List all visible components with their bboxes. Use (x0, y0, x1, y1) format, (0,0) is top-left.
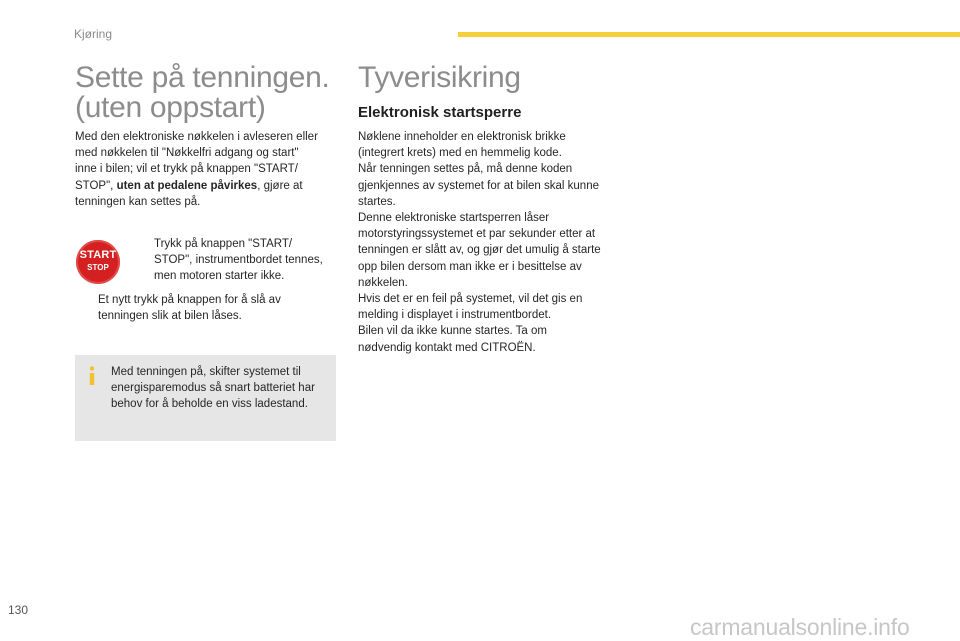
start-stop-button-icon (76, 240, 120, 284)
info-line: Med tenningen på, skifter systemet til (111, 366, 301, 378)
intro-line-4 (75, 178, 343, 194)
stop-label: STOP (87, 263, 109, 272)
body-line: gjenkjennes av systemet for at bilen skal kunne (358, 179, 599, 192)
bullet1-line: STOP", instrumentbordet tennes, (154, 254, 323, 267)
body-line: Hvis det er en feil på systemet, vil det gis en (358, 293, 583, 306)
body-line: nødvendig kontakt med CITROËN. (358, 341, 536, 354)
start-label: START (79, 249, 117, 261)
body-line: Nøklene inneholder en elektronisk brikke (358, 131, 566, 143)
bullet1-line: Trykk på knappen "START/ (154, 238, 293, 250)
bullet1-text (154, 236, 323, 285)
bullet2-line: Et nytt trykk på knappen for å slå av (98, 294, 281, 306)
left-title (75, 63, 330, 123)
header-accent-bar (458, 32, 960, 37)
intro-line: Med den elektroniske nøkkelen i avleseren eller (75, 131, 318, 143)
intro-line: med nøkkelen til "Nøkkelfri adgang og start" (75, 147, 299, 160)
body-line: opp bilen dersom man ikke er i besittelse av (358, 260, 582, 273)
body-line: tenningen er slått av, og gjør det umulig å starte (358, 244, 601, 257)
intro-line: tenningen kan settes på. (75, 195, 201, 208)
left-title-line2: (uten oppstart) (75, 91, 266, 124)
body-line: Bilen vil da ikke kunne startes. Ta om (358, 325, 547, 338)
intro-line4-pre: STOP", (75, 179, 117, 192)
body-line: Denne elektroniske startsperren låser (358, 212, 550, 225)
bullet1-line: men motoren starter ikke. (154, 270, 285, 283)
intro-line: inne i bilen; vil et trykk på knappen "START/ (75, 163, 298, 176)
body-line: startes. (358, 195, 396, 208)
info-text (111, 364, 315, 413)
info-line: behov for å beholde en viss ladestand. (111, 398, 308, 411)
info-line: energisparemodus så snart batteriet har (111, 382, 315, 395)
right-subtitle: Elektronisk startsperre (358, 104, 522, 121)
body-line: (integrert krets) med en hemmelig kode. (358, 147, 562, 160)
body-line: nøkkelen. (358, 276, 408, 289)
bullet2-text (98, 292, 281, 324)
bullet2-line: tenningen slik at bilen låses. (98, 310, 242, 323)
watermark: carmanualsonline.info (690, 614, 910, 640)
page-number: 130 (8, 603, 29, 617)
body-line: melding i displayet i instrumentbordet. (358, 309, 552, 322)
left-title-line1: Sette på tenningen. (75, 61, 330, 94)
section-label: Kjøring (74, 27, 113, 41)
body-line: Når tenningen settes på, må denne koden (358, 163, 573, 176)
left-intro (75, 129, 343, 210)
right-title: Tyverisikring (358, 61, 521, 94)
right-body (358, 129, 628, 356)
info-icon (87, 366, 97, 386)
intro-line4-bold: uten at pedalene påvirkes (116, 179, 258, 192)
intro-line4-post: , gjøre at (257, 179, 303, 192)
body-line: motorstyringssystemet et par sekunder etter at (358, 228, 596, 241)
